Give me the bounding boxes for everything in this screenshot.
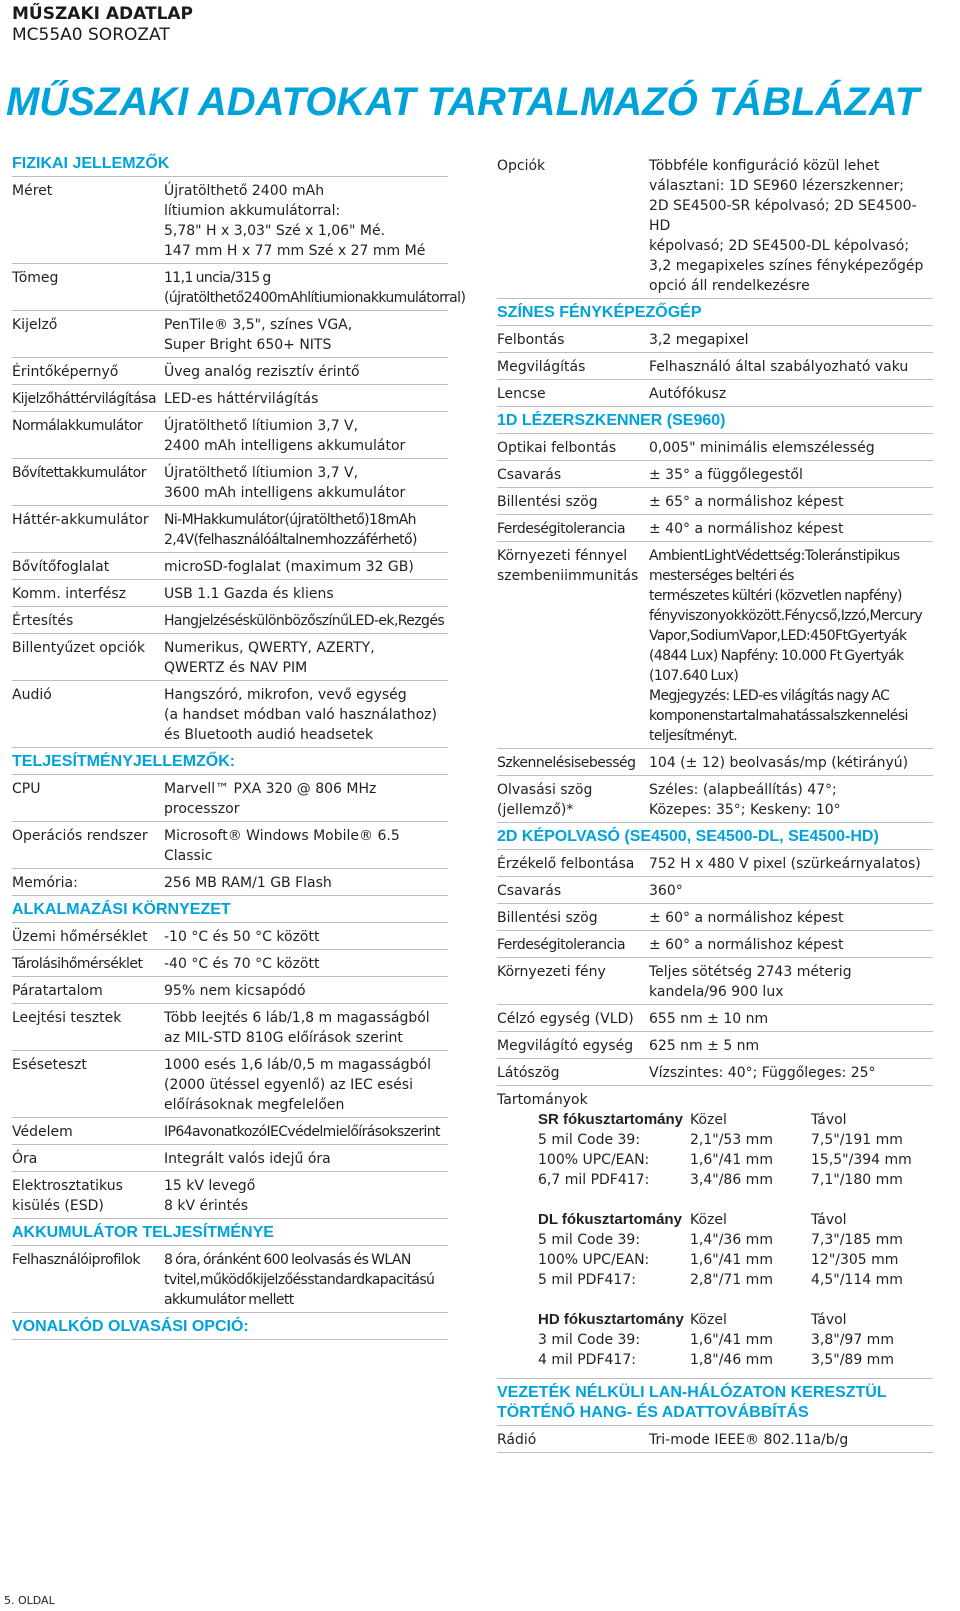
spec-value: 11,1 uncia/315 g (újratölthető2400mAhlítiumionakkumulátorral): [164, 270, 466, 306]
spec-label: Felbontás: [497, 332, 565, 348]
spec-row: [12, 459, 448, 506]
spec-value: Numerikus, QWERTY, AZERTY, QWERTZ és NAV PIM: [164, 640, 375, 676]
far-label: Távol: [811, 1312, 847, 1328]
near-distance: 1,6"/41 mm: [690, 1152, 773, 1168]
spec-value: AmbientLightVédettség:Toleránstipikus mesterséges beltéri és természetes kültéri (közvetlen napfény) fényviszonyokközött.Fénycső,Izzó,Mercury Vapor,SodiumVapor,LED:450FtGyertyák (4844 Lux) Napfény: 10.000 Ft Gyertyák (107.640 Lux) Megjegyzés: LED-es világítás nagy AC komponenstartalmahatássalszkennelési teljesítményt.: [649, 548, 923, 744]
spec-label: Opciók: [497, 158, 546, 174]
spec-row: [497, 542, 933, 749]
spec-label: Billentési szög: [497, 494, 598, 510]
spec-value: Autófókusz: [649, 386, 727, 402]
spec-value: 752 H x 480 V pixel (szürkeárnyalatos): [649, 856, 921, 872]
spec-value: Integrált valós idejű óra: [164, 1151, 331, 1167]
spec-row: [497, 877, 933, 904]
spec-value: Teljes sötétség 2743 méterig kandela/96 900 lux: [649, 964, 852, 1000]
spec-row: [497, 1059, 933, 1086]
far-distance: 3,5"/89 mm: [811, 1352, 894, 1368]
spec-value: 15 kV levegő 8 kV érintés: [164, 1178, 256, 1214]
spec-row: [12, 1172, 448, 1219]
performance-heading: TELJESÍTMÉNYJELLEMZŐK:: [12, 748, 448, 775]
spec-value: -40 °C és 70 °C között: [164, 956, 320, 972]
near-label: Közel: [690, 1312, 727, 1328]
spec-row: [12, 775, 448, 822]
spec-value: Újratölthető lítiumion 3,7 V, 2400 mAh intelligens akkumulátor: [164, 418, 406, 454]
spec-row: [497, 152, 933, 299]
spec-value: LED-es háttérvilágítás: [164, 391, 319, 407]
symbology: 5 mil PDF417:: [538, 1272, 636, 1288]
symbology: 5 mil Code 39:: [538, 1132, 641, 1148]
environment-heading: ALKALMAZÁSI KÖRNYEZET: [12, 896, 448, 923]
spec-label: Szkennelésisebesség: [497, 755, 636, 771]
spec-value: Ni-MHakkumulátor(újratölthető)18mAh 2,4V(felhasználóáltalnemhozzáférhető): [164, 512, 417, 548]
spec-label: Lencse: [497, 386, 546, 402]
symbology: 6,7 mil PDF417:: [538, 1172, 650, 1188]
camera-heading: SZÍNES FÉNYKÉPEZŐGÉP: [497, 299, 933, 326]
spec-label: Billentyűzet opciók: [12, 640, 146, 656]
spec-label: Elektrosztatikus kisülés (ESD): [12, 1178, 123, 1214]
spec-value: IP64avonatkozóIECvédelmielőírásokszerint: [164, 1124, 440, 1140]
spec-label: Kijelzőháttérvilágítása: [12, 391, 157, 407]
far-label: Távol: [811, 1212, 847, 1228]
near-distance: 1,8"/46 mm: [690, 1352, 773, 1368]
spec-value: Microsoft® Windows Mobile® 6.5 Classic: [164, 828, 400, 864]
focus-range-group: [538, 1210, 933, 1290]
spec-row: [12, 506, 448, 553]
spec-value: 256 MB RAM/1 GB Flash: [164, 875, 332, 891]
spec-label: Háttér-akkumulátor: [12, 512, 149, 528]
spec-label: Kijelző: [12, 317, 58, 333]
spec-label: Audió: [12, 687, 52, 703]
laser-heading: 1D LÉZERSZKENNER (SE960): [497, 407, 933, 434]
spec-label: Érintőképernyő: [12, 364, 119, 380]
right-column: [497, 152, 933, 1453]
spec-row: [12, 311, 448, 358]
near-distance: 1,6"/41 mm: [690, 1252, 773, 1268]
near-distance: 2,1"/53 mm: [690, 1132, 773, 1148]
ranges-row: [497, 1086, 933, 1379]
barcode-heading: VONALKÓD OLVASÁSI OPCIÓ:: [12, 1313, 448, 1340]
spec-value: microSD-foglalat (maximum 32 GB): [164, 559, 414, 575]
document-title: MŰSZAKI ADATLAP: [12, 4, 194, 24]
spec-label: Óra: [12, 1151, 38, 1167]
spec-value: ± 60° a normálishoz képest: [649, 910, 844, 926]
spec-label: CPU: [12, 781, 41, 797]
wlan-heading: VEZETÉK NÉLKÜLI LAN-HÁLÓZATON KERESZTÜL TÖRTÉNŐ HANG- ÉS ADATTOVÁBBÍTÁS: [497, 1379, 933, 1426]
document-series: MC55A0 SOROZAT: [12, 25, 170, 45]
spec-label: Védelem: [12, 1124, 73, 1140]
focus-range-name: HD fókusztartomány: [538, 1311, 684, 1328]
spec-row: [12, 264, 466, 311]
page-number: 5. OLDAL: [4, 1594, 55, 1607]
spec-row: [12, 1118, 448, 1145]
spec-value: Széles: (alapbeállítás) 47°; Közepes: 35°; Keskeny: 10°: [649, 782, 841, 818]
spec-label: Csavarás: [497, 883, 562, 899]
spec-value: Újratölthető 2400 mAh lítiumion akkumulátorral: 5,78" H x 3,03" Szé x 1,06" Mé. 147 mm H x 77 mm Szé x 27 mm Mé: [164, 183, 426, 259]
far-distance: 3,8"/97 mm: [811, 1332, 894, 1348]
spec-row: [12, 580, 448, 607]
spec-value: Vízszintes: 40°; Függőleges: 25°: [649, 1065, 876, 1081]
spec-label: Operációs rendszer: [12, 828, 148, 844]
spec-value: Hangszóró, mikrofon, vevő egység (a handset módban való használathoz) és Bluetooth audió headsetek: [164, 687, 437, 743]
spec-row: [497, 931, 933, 958]
spec-value: 3,2 megapixel: [649, 332, 749, 348]
spec-row: [12, 950, 448, 977]
spec-row: [497, 850, 933, 877]
spec-value: PenTile® 3,5", színes VGA, Super Bright 650+ NITS: [164, 317, 353, 353]
focus-range-line: [538, 1250, 933, 1270]
spec-label: Felhasználóiprofilok: [12, 1252, 140, 1268]
spec-label: Értesítés: [12, 613, 74, 629]
spec-label: Méret: [12, 183, 53, 199]
spec-label: Látószög: [497, 1065, 560, 1081]
spec-label: Környezeti fény: [497, 964, 606, 980]
imager-heading: 2D KÉPOLVASÓ (SE4500, SE4500-DL, SE4500-HD): [497, 823, 933, 850]
spec-row: [12, 1051, 448, 1118]
focus-range-group: [538, 1310, 933, 1370]
spec-value: 625 nm ± 5 nm: [649, 1038, 760, 1054]
spec-label: Komm. interfész: [12, 586, 127, 602]
spec-label: Megvilágító egység: [497, 1038, 634, 1054]
spec-row: [497, 461, 933, 488]
focus-range-line: [538, 1350, 933, 1370]
far-distance: 7,3"/185 mm: [811, 1232, 903, 1248]
spec-value: Felhasználó által szabályozható vaku: [649, 359, 909, 375]
spec-label: Bővítettakkumulátor: [12, 465, 146, 481]
spec-value: ± 35° a függőlegestől: [649, 467, 803, 483]
spec-row: [497, 958, 933, 1005]
physical-heading: FIZIKAI JELLEMZŐK: [12, 152, 448, 177]
spec-row: [12, 634, 448, 681]
main-title: MŰSZAKI ADATOKAT TARTALMAZÓ TÁBLÁZAT: [6, 80, 920, 124]
spec-row: [12, 869, 448, 896]
spec-value: ± 40° a normálishoz képest: [649, 521, 844, 537]
spec-label: Érzékelő felbontása: [497, 856, 635, 872]
focus-range-line: [538, 1270, 933, 1290]
far-distance: 15,5"/394 mm: [811, 1152, 912, 1168]
spec-row: [12, 385, 448, 412]
focus-range-line: [538, 1130, 933, 1150]
document-header: [12, 4, 193, 46]
spec-row: [497, 776, 933, 823]
focus-range-group: [538, 1110, 933, 1190]
spec-value: -10 °C és 50 °C között: [164, 929, 320, 945]
spec-value: USB 1.1 Gazda és kliens: [164, 586, 334, 602]
focus-range-name: DL fókusztartomány: [538, 1211, 682, 1228]
spec-value: 655 nm ± 10 nm: [649, 1011, 769, 1027]
symbology: 3 mil Code 39:: [538, 1332, 641, 1348]
spec-label: Csavarás: [497, 467, 562, 483]
ranges-label: Tartományok: [497, 1092, 588, 1108]
far-distance: 4,5"/114 mm: [811, 1272, 903, 1288]
focus-range-header: [538, 1210, 933, 1230]
spec-label: Billentési szög: [497, 910, 598, 926]
far-distance: 7,5"/191 mm: [811, 1132, 903, 1148]
spec-label: Normálakkumulátor: [12, 418, 143, 434]
spec-row: [12, 177, 448, 264]
focus-range-name: SR fókusztartomány: [538, 1111, 684, 1128]
spec-value: Marvell™ PXA 320 @ 806 MHz processzor: [164, 781, 377, 817]
near-distance: 2,8"/71 mm: [690, 1272, 773, 1288]
spec-row: [497, 488, 933, 515]
spec-label: Eséseteszt: [12, 1057, 87, 1073]
spec-value: Újratölthető lítiumion 3,7 V, 3600 mAh intelligens akkumulátor: [164, 465, 406, 501]
symbology: 5 mil Code 39:: [538, 1232, 641, 1248]
spec-row: [497, 1032, 933, 1059]
spec-label: Környezeti fénnyel szembeniimmunitás: [497, 548, 639, 584]
spec-row: [497, 904, 933, 931]
symbology: 100% UPC/EAN:: [538, 1252, 650, 1268]
spec-row: [497, 353, 933, 380]
focus-range-header: [538, 1110, 933, 1130]
spec-label: Megvilágítás: [497, 359, 586, 375]
spec-value: 104 (± 12) beolvasás/mp (kétirányú): [649, 755, 909, 771]
left-column: [12, 152, 466, 1340]
spec-row: [497, 1005, 933, 1032]
focus-range-line: [538, 1230, 933, 1250]
spec-label: Páratartalom: [12, 983, 103, 999]
spec-label: Memória:: [12, 875, 78, 891]
spec-row: [497, 515, 933, 542]
battery-heading: AKKUMULÁTOR TELJESÍTMÉNYE: [12, 1219, 448, 1246]
spec-label: Tárolásihőmérséklet: [12, 956, 143, 972]
spec-row: [497, 749, 933, 776]
near-label: Közel: [690, 1212, 727, 1228]
symbology: 100% UPC/EAN:: [538, 1152, 650, 1168]
spec-label: Rádió: [497, 1432, 537, 1448]
far-distance: 7,1"/180 mm: [811, 1172, 903, 1188]
focus-range-line: [538, 1170, 933, 1190]
focus-range-header: [538, 1310, 933, 1330]
spec-value: 1000 esés 1,6 láb/0,5 m magasságból (2000 ütéssel egyenlő) az IEC esési előírásoknak megfelelően: [164, 1057, 432, 1113]
spec-row: [12, 1145, 448, 1172]
spec-row: [497, 380, 933, 407]
spec-row: [12, 681, 448, 748]
spec-label: Célzó egység (VLD): [497, 1011, 634, 1027]
spec-label: Üzemi hőmérséklet: [12, 929, 148, 945]
focus-range-line: [538, 1330, 933, 1350]
spec-row: [12, 923, 448, 950]
spec-value: 95% nem kicsapódó: [164, 983, 306, 999]
spec-value: 360°: [649, 883, 683, 899]
spec-row: [497, 434, 933, 461]
spec-row: [12, 553, 448, 580]
spec-row: [12, 1004, 448, 1051]
spec-row: [12, 977, 448, 1004]
spec-value: Több leejtés 6 láb/1,8 m magasságból az MIL-STD 810G előírások szerint: [164, 1010, 430, 1046]
spec-row: [12, 358, 448, 385]
spec-value: Többféle konfiguráció közül lehet választani: 1D SE960 lézerszkenner; 2D SE4500-SR képolvasó; 2D SE4500-HD képolvasó; 2D SE4500-DL képolvasó; 3,2 megapixeles színes fényképezőgép opció áll rendelkezésre: [649, 158, 924, 294]
spec-row: [12, 607, 448, 634]
spec-label: Tömeg: [12, 270, 59, 286]
spec-label: Bővítőfoglalat: [12, 559, 110, 575]
near-label: Közel: [690, 1112, 727, 1128]
near-distance: 1,6"/41 mm: [690, 1332, 773, 1348]
spec-value: ± 60° a normálishoz képest: [649, 937, 844, 953]
spec-label: Olvasási szög (jellemző)*: [497, 782, 593, 818]
spec-label: Optikai felbontás: [497, 440, 617, 456]
spec-value: Tri-mode IEEE® 802.11a/b/g: [649, 1432, 849, 1448]
spec-value: 8 óra, óránként 600 leolvasás és WLAN tvitel,működőkijelzőésstandardkapacitású akkumulátor mellett: [164, 1252, 435, 1308]
spec-value: ± 65° a normálishoz képest: [649, 494, 844, 510]
spec-label: Leejtési tesztek: [12, 1010, 122, 1026]
spec-row: [497, 1426, 933, 1453]
spec-label: Ferdeségitolerancia: [497, 521, 626, 537]
near-distance: 3,4"/86 mm: [690, 1172, 773, 1188]
spec-label: Ferdeségitolerancia: [497, 937, 626, 953]
spec-row: [12, 412, 448, 459]
far-label: Távol: [811, 1112, 847, 1128]
spec-row: [12, 822, 448, 869]
far-distance: 12"/305 mm: [811, 1252, 899, 1268]
spec-value: 0,005" minimális elemszélesség: [649, 440, 875, 456]
spec-row: [12, 1246, 448, 1313]
spec-value: HangjelzéséskülönbözőszínűLED-ek,Rezgés: [164, 613, 445, 629]
near-distance: 1,4"/36 mm: [690, 1232, 773, 1248]
spec-row: [497, 326, 933, 353]
spec-value: Üveg analóg rezisztív érintő: [164, 364, 360, 380]
focus-range-line: [538, 1150, 933, 1170]
symbology: 4 mil PDF417:: [538, 1352, 636, 1368]
